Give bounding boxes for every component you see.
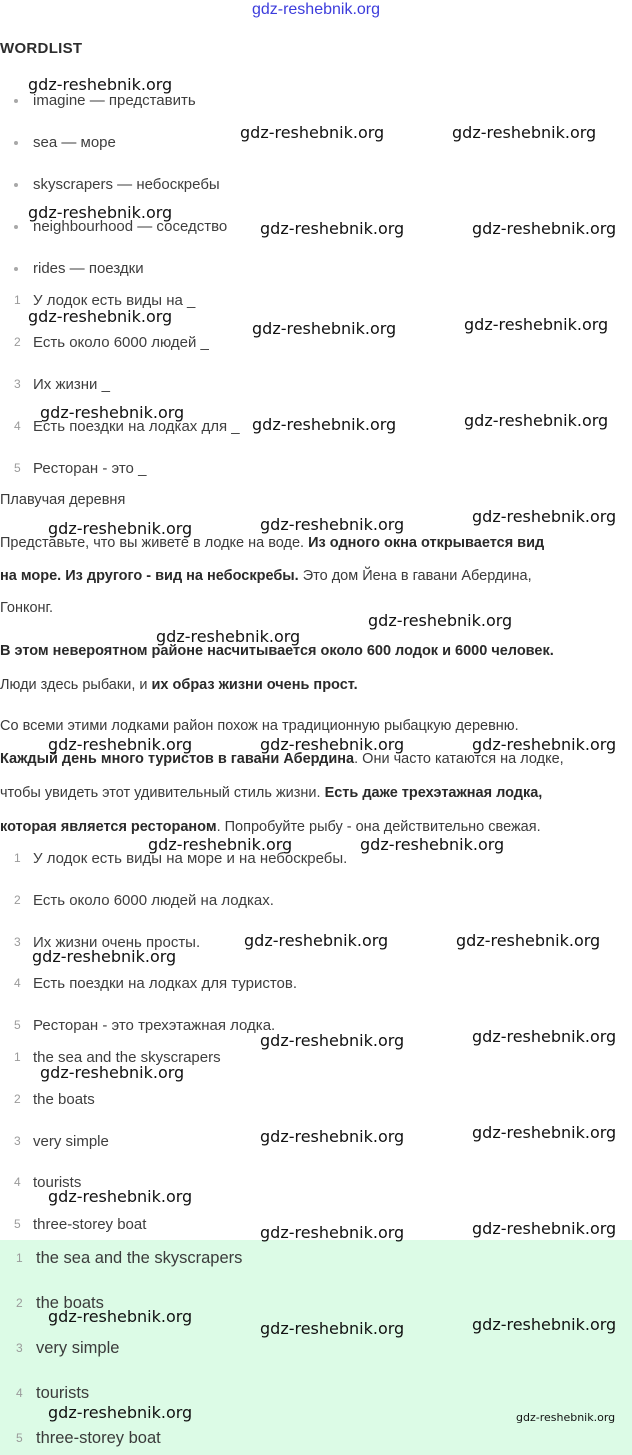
watermark: gdz-reshebnik.org bbox=[260, 1127, 405, 1146]
paragraph: которая является рестораном. Попробуйте рыбу - она действительно свежая. bbox=[0, 819, 541, 835]
footer-watermark: gdz-reshebnik.org bbox=[516, 1411, 616, 1424]
watermark: gdz-reshebnik.org bbox=[48, 735, 193, 754]
watermark: gdz-reshebnik.org bbox=[260, 515, 405, 534]
watermark: gdz-reshebnik.org bbox=[28, 75, 173, 94]
watermark: gdz-reshebnik.org bbox=[28, 307, 173, 326]
watermark: gdz-reshebnik.org bbox=[48, 519, 193, 538]
watermark: gdz-reshebnik.org bbox=[472, 219, 617, 238]
watermark: gdz-reshebnik.org bbox=[472, 1123, 617, 1142]
paragraph: В этом невероятном районе насчитывается около 600 лодок и 6000 человек. bbox=[0, 643, 554, 659]
paragraph: Со всеми этими лодками район похож на традиционную рыбацкую деревню. bbox=[0, 718, 519, 734]
site-header[interactable]: gdz-reshebnik.org bbox=[251, 1, 381, 18]
watermark: gdz-reshebnik.org bbox=[244, 931, 389, 950]
paragraph: на море. Из другого - вид на небоскребы. Это дом Йена в гавани Абердина, bbox=[0, 568, 532, 584]
bullet-icon bbox=[14, 225, 18, 229]
watermark: gdz-reshebnik.org bbox=[240, 123, 385, 142]
answers-highlight-box: 1 the sea and the skyscrapers 2 the boats 3 very simple 4 tourists 5 three-storey boat bbox=[0, 1240, 632, 1455]
watermark: gdz-reshebnik.org bbox=[156, 627, 301, 646]
watermark: gdz-reshebnik.org bbox=[48, 1307, 193, 1326]
bullet-icon bbox=[14, 141, 18, 145]
watermark: gdz-reshebnik.org bbox=[252, 319, 397, 338]
watermark: gdz-reshebnik.org bbox=[148, 835, 293, 854]
watermark: gdz-reshebnik.org bbox=[452, 123, 597, 142]
watermark: gdz-reshebnik.org bbox=[32, 947, 177, 966]
bullet-icon bbox=[14, 183, 18, 187]
watermark: gdz-reshebnik.org bbox=[40, 403, 185, 422]
watermark: gdz-reshebnik.org bbox=[464, 411, 609, 430]
paragraph: чтобы увидеть этот удивительный стиль жизни. Есть даже трехэтажная лодка, bbox=[0, 785, 543, 801]
watermark: gdz-reshebnik.org bbox=[472, 1219, 617, 1238]
watermark: gdz-reshebnik.org bbox=[456, 931, 601, 950]
paragraph: Представьте, что вы живете в лодке на воде. Из одного окна открывается вид bbox=[0, 535, 545, 551]
wordlist-title: WORDLIST bbox=[0, 40, 83, 57]
bullet-icon bbox=[14, 267, 18, 271]
translation-title: Плавучая деревня bbox=[0, 492, 126, 508]
watermark: gdz-reshebnik.org bbox=[472, 1315, 617, 1334]
bullet-icon bbox=[14, 99, 18, 103]
watermark: gdz-reshebnik.org bbox=[472, 507, 617, 526]
watermark: gdz-reshebnik.org bbox=[472, 1027, 617, 1046]
watermark: gdz-reshebnik.org bbox=[472, 735, 617, 754]
watermark: gdz-reshebnik.org bbox=[252, 415, 397, 434]
watermark: gdz-reshebnik.org bbox=[360, 835, 505, 854]
watermark: gdz-reshebnik.org bbox=[48, 1403, 193, 1422]
watermark: gdz-reshebnik.org bbox=[48, 1187, 193, 1206]
paragraph: Гонконг. bbox=[0, 600, 54, 616]
watermark: gdz-reshebnik.org bbox=[28, 203, 173, 222]
watermark: gdz-reshebnik.org bbox=[40, 1063, 185, 1082]
watermark: gdz-reshebnik.org bbox=[260, 1319, 405, 1338]
watermark: gdz-reshebnik.org bbox=[368, 611, 513, 630]
watermark: gdz-reshebnik.org bbox=[464, 315, 609, 334]
watermark: gdz-reshebnik.org bbox=[260, 1223, 405, 1242]
paragraph: Люди здесь рыбаки, и их образ жизни очень прост. bbox=[0, 677, 358, 693]
watermark: gdz-reshebnik.org bbox=[260, 1031, 405, 1050]
paragraph: Каждый день много туристов в гавани Абердина. Они часто катаются на лодке, bbox=[0, 751, 564, 767]
watermark: gdz-reshebnik.org bbox=[260, 735, 405, 754]
watermark: gdz-reshebnik.org bbox=[260, 219, 405, 238]
